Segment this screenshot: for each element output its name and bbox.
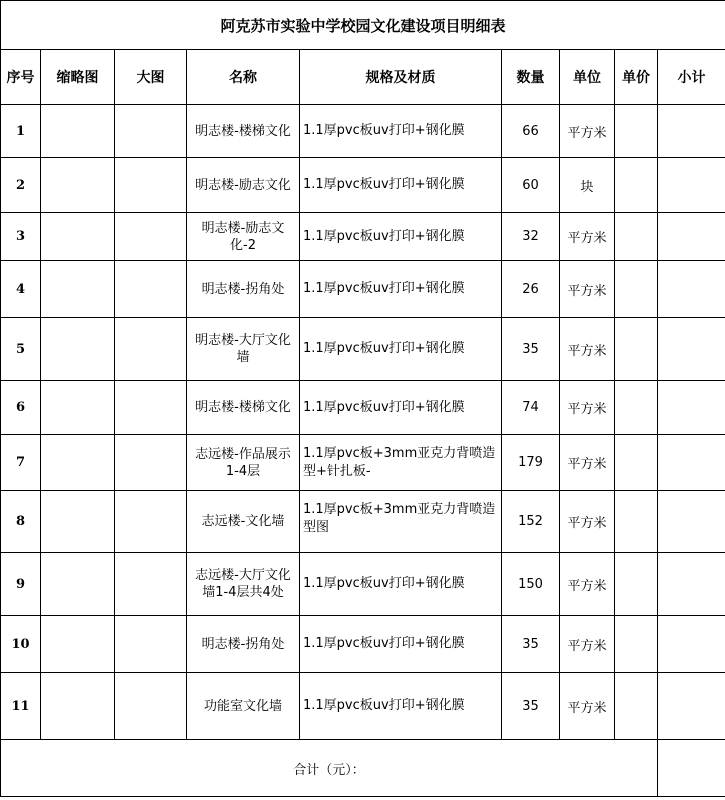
row-seq: 5 xyxy=(1,318,41,381)
row-subtotal xyxy=(658,491,725,553)
row-large-image xyxy=(115,158,187,213)
row-name: 明志楼-楼梯文化 xyxy=(187,381,300,435)
table-row xyxy=(1,381,725,435)
row-subtotal xyxy=(658,105,725,158)
row-unit-price xyxy=(615,105,658,158)
header-spec: 规格及材质 xyxy=(300,50,502,105)
header-thumbnail: 缩略图 xyxy=(41,50,115,105)
row-thumbnail xyxy=(41,158,115,213)
row-seq: 9 xyxy=(1,553,41,616)
row-unit: 块 xyxy=(560,158,615,213)
table-row xyxy=(1,491,725,553)
table-row xyxy=(1,213,725,261)
row-name: 志远楼-大厅文化墙1-4层共4处 xyxy=(187,553,300,616)
row-quantity: 35 xyxy=(502,318,560,381)
header-subtotal: 小计 xyxy=(658,50,725,105)
header-row xyxy=(1,50,725,105)
row-name: 志远楼-文化墙 xyxy=(187,491,300,553)
row-spec: 1.1厚pvc板uv打印+钢化膜 xyxy=(300,158,502,213)
row-spec: 1.1厚pvc板uv打印+钢化膜 xyxy=(300,261,502,318)
row-seq: 10 xyxy=(1,616,41,673)
row-seq: 2 xyxy=(1,158,41,213)
table-row xyxy=(1,553,725,616)
row-unit: 平方米 xyxy=(560,105,615,158)
row-thumbnail xyxy=(41,381,115,435)
row-large-image xyxy=(115,261,187,318)
table-title: 阿克苏市实验中学校园文化建设项目明细表 xyxy=(1,1,725,50)
row-large-image xyxy=(115,616,187,673)
row-unit-price xyxy=(615,158,658,213)
row-seq: 4 xyxy=(1,261,41,318)
row-large-image xyxy=(115,491,187,553)
row-unit: 平方米 xyxy=(560,213,615,261)
row-seq: 3 xyxy=(1,213,41,261)
table-row xyxy=(1,616,725,673)
row-subtotal xyxy=(658,673,725,740)
table-row xyxy=(1,435,725,491)
row-spec: 1.1厚pvc板uv打印+钢化膜 xyxy=(300,213,502,261)
total-row xyxy=(1,740,725,797)
row-name: 明志楼-大厅文化墙 xyxy=(187,318,300,381)
header-seq: 序号 xyxy=(1,50,41,105)
row-spec: 1.1厚pvc板uv打印+钢化膜 xyxy=(300,553,502,616)
row-large-image xyxy=(115,381,187,435)
row-quantity: 26 xyxy=(502,261,560,318)
table-row xyxy=(1,673,725,740)
table-row xyxy=(1,105,725,158)
row-thumbnail xyxy=(41,616,115,673)
total-label: 合计（元）： xyxy=(1,740,658,797)
row-thumbnail xyxy=(41,318,115,381)
row-subtotal xyxy=(658,213,725,261)
table-row xyxy=(1,261,725,318)
row-spec: 1.1厚pvc板uv打印+钢化膜 xyxy=(300,381,502,435)
header-name: 名称 xyxy=(187,50,300,105)
row-unit: 平方米 xyxy=(560,381,615,435)
row-unit: 平方米 xyxy=(560,673,615,740)
row-large-image xyxy=(115,318,187,381)
row-seq: 8 xyxy=(1,491,41,553)
row-spec: 1.1厚pvc板uv打印+钢化膜 xyxy=(300,616,502,673)
row-large-image xyxy=(115,553,187,616)
row-seq: 1 xyxy=(1,105,41,158)
row-name: 明志楼-励志文化-2 xyxy=(187,213,300,261)
row-spec: 1.1厚pvc板+3mm亚克力背喷造型图 xyxy=(300,491,502,553)
row-thumbnail xyxy=(41,673,115,740)
header-unit-price: 单价 xyxy=(615,50,658,105)
table-row xyxy=(1,318,725,381)
header-unit: 单位 xyxy=(560,50,615,105)
row-unit-price xyxy=(615,616,658,673)
row-unit-price xyxy=(615,673,658,740)
row-large-image xyxy=(115,105,187,158)
row-subtotal xyxy=(658,616,725,673)
row-quantity: 152 xyxy=(502,491,560,553)
row-seq: 11 xyxy=(1,673,41,740)
row-quantity: 179 xyxy=(502,435,560,491)
row-name: 功能室文化墙 xyxy=(187,673,300,740)
row-quantity: 66 xyxy=(502,105,560,158)
row-unit: 平方米 xyxy=(560,616,615,673)
row-unit-price xyxy=(615,381,658,435)
row-large-image xyxy=(115,435,187,491)
row-thumbnail xyxy=(41,261,115,318)
row-unit-price xyxy=(615,213,658,261)
row-subtotal xyxy=(658,381,725,435)
row-quantity: 74 xyxy=(502,381,560,435)
row-large-image xyxy=(115,213,187,261)
row-subtotal xyxy=(658,435,725,491)
row-unit: 平方米 xyxy=(560,553,615,616)
row-large-image xyxy=(115,673,187,740)
row-unit-price xyxy=(615,435,658,491)
row-unit: 平方米 xyxy=(560,261,615,318)
row-quantity: 35 xyxy=(502,673,560,740)
row-unit-price xyxy=(615,318,658,381)
table-row xyxy=(1,158,725,213)
row-name: 明志楼-励志文化 xyxy=(187,158,300,213)
row-subtotal xyxy=(658,553,725,616)
header-large-image: 大图 xyxy=(115,50,187,105)
row-thumbnail xyxy=(41,491,115,553)
row-unit-price xyxy=(615,491,658,553)
row-unit: 平方米 xyxy=(560,435,615,491)
row-subtotal xyxy=(658,158,725,213)
row-seq: 7 xyxy=(1,435,41,491)
row-subtotal xyxy=(658,261,725,318)
row-name: 明志楼-楼梯文化 xyxy=(187,105,300,158)
row-quantity: 150 xyxy=(502,553,560,616)
row-thumbnail xyxy=(41,435,115,491)
header-quantity: 数量 xyxy=(502,50,560,105)
row-unit-price xyxy=(615,553,658,616)
row-subtotal xyxy=(658,318,725,381)
row-quantity: 35 xyxy=(502,616,560,673)
row-name: 明志楼-拐角处 xyxy=(187,616,300,673)
row-spec: 1.1厚pvc板uv打印+钢化膜 xyxy=(300,105,502,158)
row-name: 明志楼-拐角处 xyxy=(187,261,300,318)
row-thumbnail xyxy=(41,213,115,261)
total-value xyxy=(658,740,725,797)
row-unit-price xyxy=(615,261,658,318)
row-unit: 平方米 xyxy=(560,491,615,553)
row-thumbnail xyxy=(41,553,115,616)
row-seq: 6 xyxy=(1,381,41,435)
row-name: 志远楼-作品展示1-4层 xyxy=(187,435,300,491)
row-spec: 1.1厚pvc板uv打印+钢化膜 xyxy=(300,673,502,740)
row-spec: 1.1厚pvc板+3mm亚克力背喷造型+针扎板- xyxy=(300,435,502,491)
row-unit: 平方米 xyxy=(560,318,615,381)
row-thumbnail xyxy=(41,105,115,158)
row-spec: 1.1厚pvc板uv打印+钢化膜 xyxy=(300,318,502,381)
row-quantity: 32 xyxy=(502,213,560,261)
row-quantity: 60 xyxy=(502,158,560,213)
